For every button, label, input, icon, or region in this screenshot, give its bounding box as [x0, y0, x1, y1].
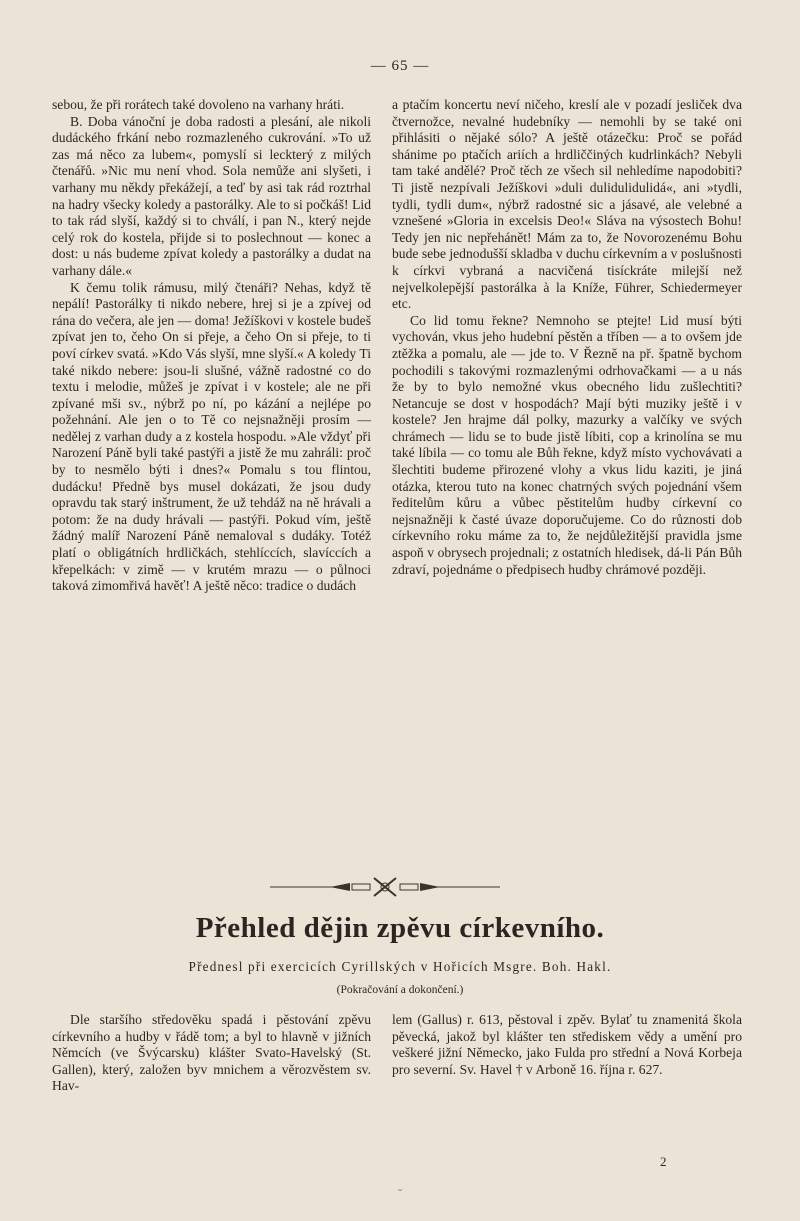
section-divider-ornament	[270, 875, 500, 899]
signature-mark: 2	[660, 1154, 667, 1169]
paragraph: lem (Gallus) r. 613, pěstoval i zpěv. Bylať tu znamenitá škola pěvecká, jakož byl klášter ten střediskem vědy a umění pro veškeré jižní Německo, jako Fulda pro střední a Nová Korbeja pro severní. Sv. Havel † v Arboně 16. října r. 627.	[392, 1012, 742, 1077]
section-right-column	[392, 1012, 742, 1078]
section-left-column	[52, 1012, 371, 1095]
paragraph: B. Doba vánoční je doba radosti a plesání, ale nikoli dudáckého frkání nebo rozmazleného cukrování. »To už zas má něco za lubem«, pomyslí si leckterý z milých čtenářů. »Nic mu není vhod. Sola nemůže ani slyšeti, i varhany mu někdy překážejí, a teď by asi tak rád roztrhal na hadry všecky koledy a pastorálky. Ale to si počkáš! Lid to tak rád slyší, každý si to chválí, i pan N., který nejde celý rok do kostela, přijde si to poslechnout — konec a dost: u nás budeme zpívat koledy a pastorálky a dudat na varhany dále.«	[52, 113, 371, 278]
paragraph: sebou, že při rorátech také dovoleno na varhany hráti.	[52, 97, 345, 112]
section-subtitle: Přednesl při exercicích Cyrillských v Hořicích Msgre. Boh. Hakl.	[188, 959, 612, 974]
left-column	[52, 97, 371, 595]
paragraph: a ptačím koncertu neví ničeho, kreslí ale v pozadí jesliček dva čtvernožce, nevalné hudebníky — nemohli by se také oni přihlásiti o nějaké sólo? A ještě otázečku: Proč se pořád shánime po ptačích ariích a hrdliččiných kudrlinkách? Nebyli tam také andělé? Proč těch ze všech sil nehledíme napodobiti? Ti jistě nezpívali Ježíškovi »duli dulidulidulidá«, ani »tydli, tydli, tydli dum«, nýbrž radostné sic a jásavé, ale velebné a vznešené »Gloria in excelsis Deo!« Sláva na výsostech Bohu! Tedy jen nic nepřehánět! Mám za to, že Novorozenému Bohu bude sebe jednodušší skladba v duchu církevním a v poslušnosti k církvi vybraná a nacvičená tisíckráte milejší než nejvelkolepější pastorálka à la Kníže, Führer, Schiedermeyer etc.	[392, 97, 742, 312]
section-note: (Pokračování a dokončení.)	[336, 984, 464, 996]
paragraph: K čemu tolik rámusu, milý čtenáři? Nehas, když tě nepálí! Pastorálky ti nikdo nebere, hrej si je a zpívej od rána do večera, ale jen — doma! Ježíškovi v kostele budeš zpívat jen to, čeho On si přeje, a čeho On si přeje, to ti poví církev svatá. »Kdo Vás slyší, mne slyší.« A koledy Ti také nikdo nebere: jsou-li slušné, vážně radostné co do textu i melodie, můžeš je zpívat i v kostele; ale ne při zpívané mši sv., nýbrž po ní, po kázání a nejlépe po požehnání. Ale jen o to Tě co nejsnažněji prosím — nedělej z varhan dudy a z kostela hospodu. »Ale vždyť při Narození Páně byli také pastýři a jistě že mu zahráli: proč by to nesmělo býti i dnes?« Pomalu s tou flintou, dudácku! Předně bys musel dokázati, že jsou dudy opravdu tak starý inštrument, že už tehdáž na ně hrávali a potom: že na dudy hrávali — pastýři. Pokud vím, ještě žádný malíř Narození Páně nemaloval s dudáky. Totéž platí o obligátních hrdličkách, stehlíccích, slavíccích a křepelkách: v zimě — v krutém mrazu — o půlnoci taková zimomřivá havěť! A ještě něco: tradice o dudách	[52, 279, 371, 594]
fold-mark: ˇ	[398, 1186, 403, 1201]
right-column	[392, 97, 742, 578]
paragraph: Co lid tomu řekne? Nemnoho se ptejte! Lid musí býti vychován, vkus jeho hudební pěstěn a tříben — a to ovšem jde ztěžka a pomalu, ale — jde to. V Řezně na př. špatně bychom pochodili s takovými rozmazlenými odrhovačkami — a u nás že by to bylo nemožné vkus obecného lidu zušlechtiti? Netancuje se dost v hospodách? Mají býti muziky ještě i v kostele? Jen hrajme dál polky, mazurky a valčíky ve svých chrámech — lidu se to bude jistě líbiti, cop a krinolína se mu také líbila — co tomu ale Bůh řekne, když místo vychovávati a šlechtiti budeme přirozené vlohy a vkus lidu kaziti, je jiná otázka, kterou tuto na konec chatrných svých pojednání všem ředitelům kůru a vůbec pěstitelům hudby církevní co nejsnažněji k časté úvaze doporučujeme. Co do různosti dob církevního roku máme za to, že nejdůležitější pravidla jsme aspoň v obrysech projednali; z ostatních hledisek, dá-li Pán Bůh zdraví, pojednáme o předpisech hudby chrámové později.	[392, 312, 742, 577]
page-number: — 65 —	[370, 58, 430, 74]
section-title: Přehled dějin zpěvu církevního.	[195, 912, 605, 944]
paragraph: Dle staršího středověku spadá i pěstování zpěvu církevního a hudby v řádě tom; a byl to hlavně v jižních Němcích (ve Švýcarsku) klášter Svato-Havelský (St. Gallen), který, založen byv mnichem a věrozvěstem sv. Hav-	[52, 1012, 371, 1094]
